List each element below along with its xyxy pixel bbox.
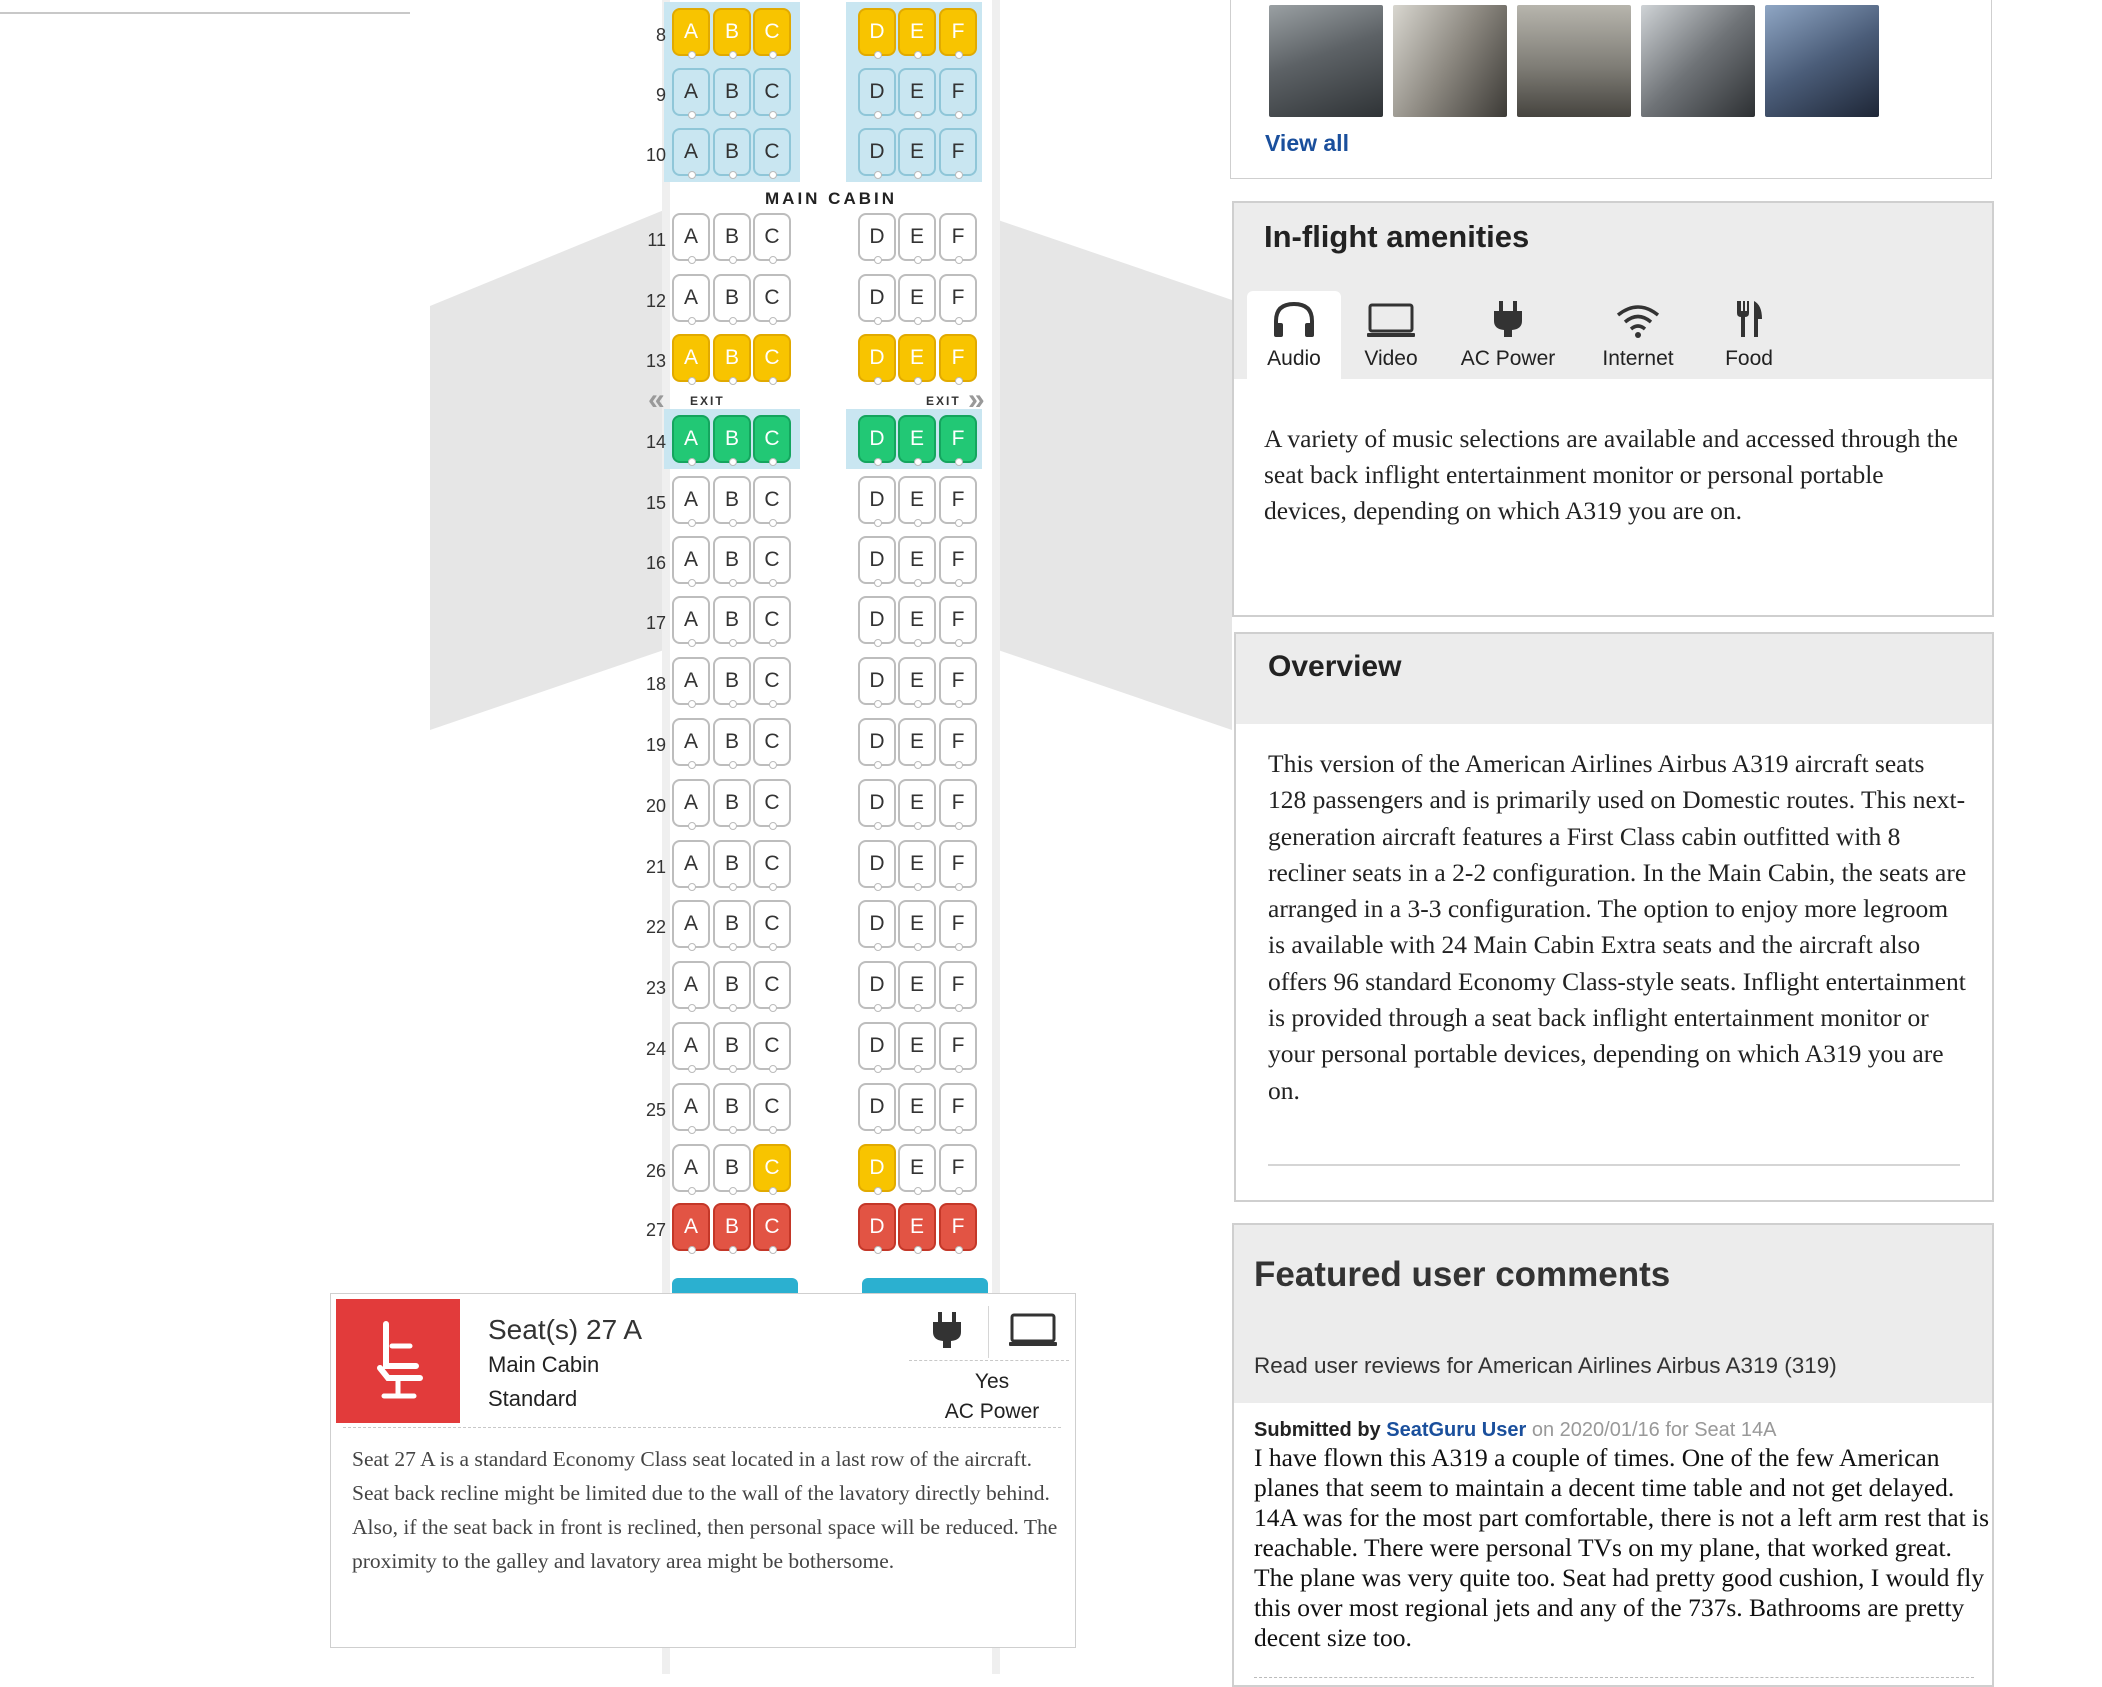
exit-label-right: EXIT (926, 394, 961, 408)
row-number: 15 (645, 493, 666, 513)
feature-divider (988, 1306, 989, 1358)
amenities-title: In-flight amenities (1264, 219, 1530, 254)
tab-audio-label: Audio (1267, 347, 1321, 370)
seat-13D[interactable]: D (858, 334, 896, 382)
seat-20D[interactable]: D (858, 779, 896, 827)
seat-21D[interactable]: D (858, 840, 896, 888)
row-number: 17 (645, 613, 666, 633)
seat-detail-card (330, 1293, 1076, 1648)
comment-date: on 2020/01/16 for Seat 14A (1531, 1419, 1777, 1441)
photo-thumbnail[interactable] (1269, 5, 1383, 117)
seat-27A[interactable]: A (672, 1203, 710, 1251)
seat-16E[interactable]: E (898, 536, 936, 584)
seat-20C[interactable]: C (753, 779, 791, 827)
seat-card-divider (343, 1427, 1061, 1428)
overview-rule (1268, 1164, 1960, 1166)
seat-10E[interactable]: E (898, 128, 936, 176)
seat-10A[interactable]: A (672, 128, 710, 176)
comment-user-link[interactable]: SeatGuru User (1386, 1419, 1527, 1441)
seat-19D[interactable]: D (858, 718, 896, 766)
seat-22C[interactable]: C (753, 900, 791, 948)
photos-panel (1230, 0, 1992, 179)
seat-18D[interactable]: D (858, 657, 896, 705)
seat-18B[interactable]: B (713, 657, 751, 705)
seat-24F[interactable]: F (939, 1022, 977, 1070)
feature-value: Yes (974, 1370, 1010, 1393)
seat-20F[interactable]: F (939, 779, 977, 827)
left-wing (430, 210, 664, 730)
seat-22F[interactable]: F (939, 900, 977, 948)
row-number: 16 (645, 553, 666, 573)
wifi-icon (1615, 303, 1661, 339)
seat-8F[interactable]: F (939, 8, 977, 56)
exit-label-left: EXIT (690, 394, 725, 408)
seat-15A[interactable]: A (672, 476, 710, 524)
seat-9E[interactable]: E (898, 68, 936, 116)
video-monitor-icon[interactable] (1003, 1308, 1063, 1352)
seat-27C[interactable]: C (753, 1203, 791, 1251)
row-number: 11 (647, 230, 666, 250)
seat-20B[interactable]: B (713, 779, 751, 827)
top-left-tab-remnant (0, 0, 410, 14)
seat-15F[interactable]: F (939, 476, 977, 524)
seat-17C[interactable]: C (753, 596, 791, 644)
seat-25C[interactable]: C (753, 1083, 791, 1131)
seat-27B[interactable]: B (713, 1203, 751, 1251)
seat-23D[interactable]: D (858, 961, 896, 1009)
seat-22A[interactable]: A (672, 900, 710, 948)
tab-video[interactable] (1344, 291, 1438, 379)
seat-10C[interactable]: C (753, 128, 791, 176)
seat-23B[interactable]: B (713, 961, 751, 1009)
seat-22D[interactable]: D (858, 900, 896, 948)
feature-name: AC Power (944, 1400, 1040, 1423)
seat-19F[interactable]: F (939, 718, 977, 766)
photo-thumbnail[interactable] (1517, 5, 1631, 117)
seat-15D[interactable]: D (858, 476, 896, 524)
seat-type: Standard (488, 1386, 578, 1411)
row-number: 23 (645, 978, 666, 998)
seat-18E[interactable]: E (898, 657, 936, 705)
seat-25B[interactable]: B (713, 1083, 751, 1131)
seat-20A[interactable]: A (672, 779, 710, 827)
seat-26A[interactable]: A (672, 1144, 710, 1192)
seat-23E[interactable]: E (898, 961, 936, 1009)
seat-13B[interactable]: B (713, 334, 751, 382)
seat-26D[interactable]: D (858, 1144, 896, 1192)
seat-13F[interactable]: F (939, 334, 977, 382)
row-number: 20 (645, 796, 666, 816)
tab-food-label: Food (1725, 347, 1773, 370)
seat-15C[interactable]: C (753, 476, 791, 524)
seat-16C[interactable]: C (753, 536, 791, 584)
comments-title: Featured user comments (1254, 1255, 1671, 1294)
seat-11D[interactable]: D (858, 213, 896, 261)
seat-16B[interactable]: B (713, 536, 751, 584)
seat-19A[interactable]: A (672, 718, 710, 766)
row-number: 18 (645, 674, 666, 694)
seat-15E[interactable]: E (898, 476, 936, 524)
seat-25A[interactable]: A (672, 1083, 710, 1131)
seat-description: Seat 27 A is a standard Economy Class seat located in a last row of the aircraft. Seat back recline might be limited due to the wall of the lavatory directly behind. Also, if the seat back in front is reclined, then personal space will be reduced. The proximity to the galley and lavatory area might be bothersome. (352, 1447, 1058, 1573)
overview-title: Overview (1268, 650, 1402, 683)
row-number: 9 (655, 85, 666, 105)
seat-17A[interactable]: A (672, 596, 710, 644)
row-number: 8 (655, 25, 666, 45)
seat-11F[interactable]: F (939, 213, 977, 261)
seat-14F[interactable]: F (939, 415, 977, 463)
seat-8B[interactable]: B (713, 8, 751, 56)
comments-subtitle-link[interactable]: Read user reviews for American Airlines Airbus A319 (319) (1254, 1353, 1837, 1378)
submitted-by-label: Submitted by (1254, 1419, 1381, 1441)
seat-8C[interactable]: C (753, 8, 791, 56)
row-number: 27 (645, 1220, 666, 1240)
seat-12F[interactable]: F (939, 274, 977, 322)
seat-13C[interactable]: C (753, 334, 791, 382)
seat-27F[interactable]: F (939, 1203, 977, 1251)
seat-20E[interactable]: E (898, 779, 936, 827)
overview-panel (1234, 632, 1994, 1202)
seat-12B[interactable]: B (713, 274, 751, 322)
seat-9C[interactable]: C (753, 68, 791, 116)
seat-24A[interactable]: A (672, 1022, 710, 1070)
seat-24B[interactable]: B (713, 1022, 751, 1070)
seat-14A[interactable]: A (672, 415, 710, 463)
row-number: 12 (645, 291, 666, 311)
seat-14D[interactable]: D (858, 415, 896, 463)
headphones-icon (1271, 299, 1317, 339)
tab-food[interactable] (1704, 291, 1794, 379)
view-all-link[interactable]: View all (1265, 130, 1349, 156)
seat-18F[interactable]: F (939, 657, 977, 705)
seat-icon (336, 1299, 460, 1423)
seat-10D[interactable]: D (858, 128, 896, 176)
seat-12C[interactable]: C (753, 274, 791, 322)
seat-11C[interactable]: C (753, 213, 791, 261)
seat-23F[interactable]: F (939, 961, 977, 1009)
seat-cabin: Main Cabin (488, 1352, 600, 1377)
seat-27D[interactable]: D (858, 1203, 896, 1251)
right-wing (998, 220, 1232, 730)
feature-rule (909, 1360, 1069, 1361)
seat-18A[interactable]: A (672, 657, 710, 705)
row-number: 10 (645, 145, 666, 165)
seat-23A[interactable]: A (672, 961, 710, 1009)
seat-17E[interactable]: E (898, 596, 936, 644)
seat-26C[interactable]: C (753, 1144, 791, 1192)
seat-17B[interactable]: B (713, 596, 751, 644)
row-number: 25 (645, 1100, 666, 1120)
seat-21E[interactable]: E (898, 840, 936, 888)
tab-internet-label: Internet (1602, 347, 1674, 370)
seat-19B[interactable]: B (713, 718, 751, 766)
comment-divider (1254, 1677, 1974, 1678)
seat-24E[interactable]: E (898, 1022, 936, 1070)
seat-21B[interactable]: B (713, 840, 751, 888)
seat-11B[interactable]: B (713, 213, 751, 261)
seat-9D[interactable]: D (858, 68, 896, 116)
seat-25D[interactable]: D (858, 1083, 896, 1131)
seat-8D[interactable]: D (858, 8, 896, 56)
seat-26E[interactable]: E (898, 1144, 936, 1192)
power-plug-icon (1492, 299, 1524, 339)
photo-thumbnail[interactable] (1641, 5, 1755, 117)
seat-8A[interactable]: A (672, 8, 710, 56)
exit-arrow-left-icon: « (648, 383, 665, 416)
seat-19C[interactable]: C (753, 718, 791, 766)
seat-11E[interactable]: E (898, 213, 936, 261)
tab-audio[interactable] (1247, 291, 1341, 379)
seat-17D[interactable]: D (858, 596, 896, 644)
fork-knife-icon (1734, 299, 1764, 339)
seat-12E[interactable]: E (898, 274, 936, 322)
amenity-description: A variety of music selections are available and accessed through the seat back inflight entertainment monitor or personal portable devices, depending on which A319 you are on. (1264, 424, 1958, 525)
overview-text: This version of the American Airlines Airbus A319 aircraft seats 128 passengers and is primarily used on Domestic routes. This next-generation aircraft features a First Class cabin outfitted with 8 recliner seats in a 2-2 configuration. In the Main Cabin, the seats are arranged in a 3-3 configuration. The option to enjoy more legroom is available with 24 Main Cabin Extra seats and the aircraft also offers 96 standard Economy Class-style seats. Inflight entertainment is provided through a seat back inflight entertainment monitor or your personal portable devices, depending on which A319 you are on. (1268, 749, 1967, 1105)
seat-12A[interactable]: A (672, 274, 710, 322)
seat-24D[interactable]: D (858, 1022, 896, 1070)
seat-25F[interactable]: F (939, 1083, 977, 1131)
seat-14B[interactable]: B (713, 415, 751, 463)
seat-13E[interactable]: E (898, 334, 936, 382)
seat-8E[interactable]: E (898, 8, 936, 56)
monitor-icon (1367, 303, 1415, 339)
row-number: 21 (645, 857, 666, 877)
comment-meta (1254, 1419, 1777, 1442)
seat-18C[interactable]: C (753, 657, 791, 705)
seat-23C[interactable]: C (753, 961, 791, 1009)
seat-features (909, 1302, 1075, 1358)
power-plug-icon[interactable] (917, 1308, 977, 1352)
cabin-label: MAIN CABIN (765, 189, 897, 208)
photo-thumbnail[interactable] (1393, 5, 1507, 117)
tab-ac-power[interactable] (1442, 291, 1574, 379)
seat-21A[interactable]: A (672, 840, 710, 888)
seat-16F[interactable]: F (939, 536, 977, 584)
seat-26F[interactable]: F (939, 1144, 977, 1192)
seat-11A[interactable]: A (672, 213, 710, 261)
seat-title: Seat(s) 27 A (488, 1314, 643, 1345)
seat-9A[interactable]: A (672, 68, 710, 116)
seat-21C[interactable]: C (753, 840, 791, 888)
exit-arrow-right-icon: » (968, 383, 985, 416)
row-number: 22 (645, 917, 666, 937)
amenities-panel (1232, 201, 1994, 617)
row-number: 26 (645, 1161, 666, 1181)
seat-10F[interactable]: F (939, 128, 977, 176)
seat-9B[interactable]: B (713, 68, 751, 116)
seat-15B[interactable]: B (713, 476, 751, 524)
seat-16A[interactable]: A (672, 536, 710, 584)
photo-thumbnail[interactable] (1765, 5, 1879, 117)
seat-17F[interactable]: F (939, 596, 977, 644)
row-number: 19 (645, 735, 666, 755)
tab-ac-power-label: AC Power (1460, 347, 1556, 370)
seat-16D[interactable]: D (858, 536, 896, 584)
seat-22E[interactable]: E (898, 900, 936, 948)
seat-24C[interactable]: C (753, 1022, 791, 1070)
row-number: 14 (645, 432, 666, 452)
tab-internet[interactable] (1576, 291, 1700, 379)
seat-14E[interactable]: E (898, 415, 936, 463)
comments-panel (1232, 1223, 1994, 1687)
seat-27E[interactable]: E (898, 1203, 936, 1251)
seat-22B[interactable]: B (713, 900, 751, 948)
seat-19E[interactable]: E (898, 718, 936, 766)
seat-21F[interactable]: F (939, 840, 977, 888)
seat-14C[interactable]: C (753, 415, 791, 463)
seat-10B[interactable]: B (713, 128, 751, 176)
row-number: 24 (645, 1039, 666, 1059)
seat-26B[interactable]: B (713, 1144, 751, 1192)
seat-9F[interactable]: F (939, 68, 977, 116)
seat-25E[interactable]: E (898, 1083, 936, 1131)
tab-video-label: Video (1364, 347, 1418, 370)
seat-13A[interactable]: A (672, 334, 710, 382)
row-number: 13 (645, 351, 666, 371)
comment-text: I have flown this A319 a couple of times. One of the few American planes that seem to maintain a decent time table and not get delayed. 14A was for the most part comfortable, there is not a left arm rest that is reachable. There were personal TVs on my plane, that worked great. The plane was very quite too. Seat had pretty good cushion, I would fly this over most regional jets and any of the 737s. Bathrooms are pretty decent size too. (1254, 1443, 1990, 1652)
seat-12D[interactable]: D (858, 274, 896, 322)
